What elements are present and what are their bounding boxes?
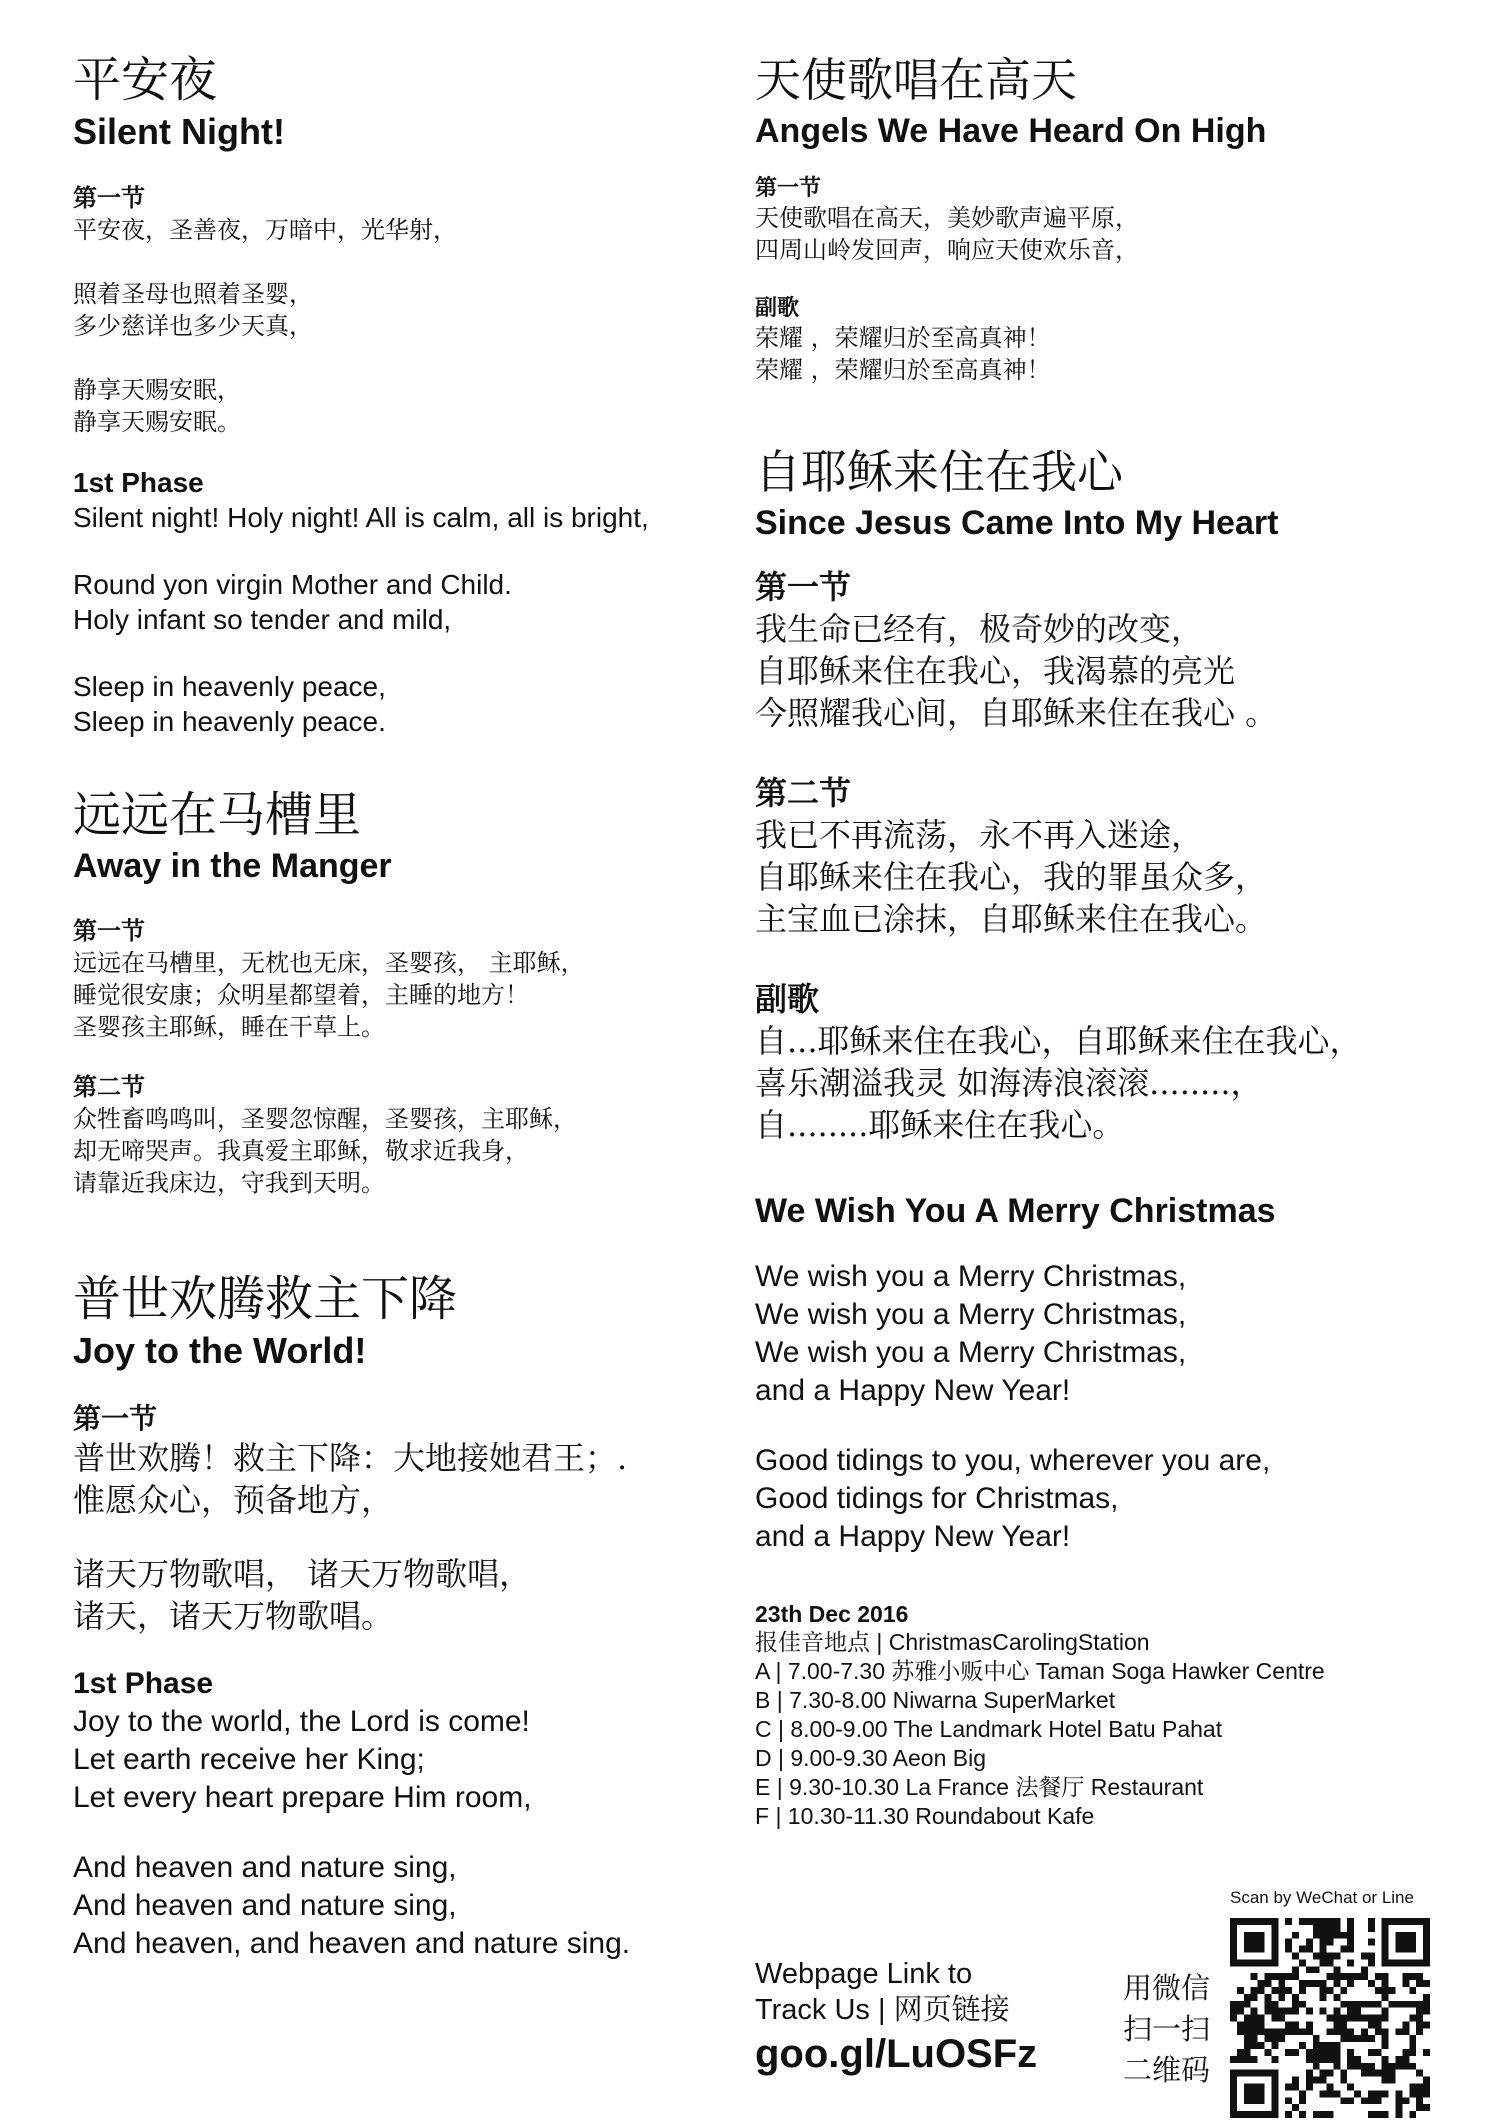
text-line: 睡觉很安康；众明星都望着，主睡的地方！: [73, 981, 529, 1009]
lyric-stanza: [755, 1442, 1475, 1556]
song-since-jesus-came: [755, 442, 1475, 1146]
song-title-en: Joy to the World!: [73, 1330, 367, 1371]
event-date: 23th Dec 2016: [755, 1601, 909, 1627]
text-line: 四周山岭发回声，响应天使欢乐音，: [755, 236, 1139, 264]
text-line: B | 7.30-8.00 Niwarna SuperMarket: [755, 1687, 1116, 1713]
scan-instruction-cn: [1123, 1968, 1210, 2091]
webpage-link-label: [755, 1956, 1010, 2028]
lyric-stanza: [73, 567, 733, 637]
text-line: We wish you a Merry Christmas,: [755, 1298, 1187, 1331]
text-line: 惟愿众心，预备地方，: [73, 1481, 394, 1519]
text-line: Let earth receive her King;: [73, 1743, 425, 1776]
text-line: 静享天赐安眠。: [73, 408, 241, 436]
text-line: 自耶稣来住在我心，我渴慕的亮光: [755, 652, 1236, 690]
text-line: 自耶稣来住在我心，我的罪虽众多，: [755, 858, 1268, 896]
lyric-stanza: [73, 500, 733, 535]
webpage-link-line: Webpage Link to: [755, 1958, 973, 1990]
verse-label: 第一节: [73, 1402, 158, 1435]
chorus-label: 副歌: [755, 980, 820, 1018]
text-line: 二维码: [1123, 2053, 1211, 2087]
text-line: Joy to the world, the Lord is come!: [73, 1705, 530, 1738]
song-title-zh: 普世欢腾救主下降: [73, 1271, 458, 1327]
text-line: We wish you a Merry Christmas,: [755, 1260, 1187, 1293]
text-line: We wish you a Merry Christmas,: [755, 1336, 1187, 1369]
text-line: 静享天赐安眠，: [73, 376, 241, 404]
text-line: And heaven and nature sing,: [73, 1889, 457, 1922]
text-line: F | 10.30-11.30 Roundabout Kafe: [755, 1803, 1095, 1829]
lyric-stanza: [755, 202, 1475, 266]
text-line: E | 9.30-10.30 La France 法餐厅 Restaurant: [755, 1774, 1204, 1800]
lyric-stanza: [755, 1258, 1475, 1410]
lyric-stanza: [73, 1437, 733, 1521]
text-line: 喜乐潮溢我灵 如海涛浪滚滚........，: [755, 1064, 1263, 1102]
text-line: 照着圣母也照着圣婴，: [73, 280, 313, 308]
text-line: Good tidings for Christmas,: [755, 1482, 1119, 1515]
text-line: D | 9.00-9.30 Aeon Big: [755, 1745, 987, 1771]
song-title-en: Away in the Manger: [73, 847, 392, 885]
lyric-stanza: [73, 374, 733, 438]
text-line: 众牲畜鸣鸣叫，圣婴忽惊醒，圣婴孩，主耶稣，: [73, 1105, 577, 1133]
lyric-stanza: [73, 1703, 733, 1817]
text-line: 我生命已经有，极奇妙的改变，: [755, 610, 1204, 648]
left-column: [73, 50, 733, 1963]
text-line: 诸天万物歌唱， 诸天万物歌唱，: [73, 1555, 532, 1593]
text-line: 却无啼哭声。我真爱主耶稣，敬求近我身，: [73, 1137, 529, 1165]
song-title-zh: 远远在马槽里: [73, 787, 362, 843]
song-title-zh: 天使歌唱在高天: [755, 53, 1077, 107]
event-schedule: [755, 1600, 1475, 1831]
text-line: 扫一扫: [1123, 2012, 1211, 2046]
song-joy-to-the-world: [73, 1269, 733, 1963]
text-line: Sleep in heavenly peace.: [73, 706, 386, 737]
text-line: 多少慈详也多少天真，: [73, 312, 313, 340]
text-line: C | 8.00-9.00 The Landmark Hotel Batu Pahat: [755, 1716, 1223, 1742]
verse-label: 第一节: [755, 175, 822, 201]
text-line: and a Happy New Year!: [755, 1520, 1071, 1553]
text-line: Good tidings to you, wherever you are,: [755, 1444, 1271, 1477]
webpage-url-link[interactable]: goo.gl/LuOSFz: [755, 2032, 1038, 2076]
lyric-stanza: [73, 1849, 733, 1963]
lyric-stanza: [73, 947, 733, 1043]
text-line: A | 7.00-7.30 苏雅小贩中心 Taman Soga Hawker Centre: [755, 1658, 1325, 1684]
footer: [755, 1888, 1475, 2118]
text-line: 平安夜，圣善夜，万暗中，光华射，: [73, 216, 457, 244]
verse-label: 1st Phase: [73, 467, 204, 498]
text-line: 主宝血已涂抹，自耶稣来住在我心。: [755, 900, 1268, 938]
song-silent-night: [73, 50, 733, 739]
text-line: 诸天，诸天万物歌唱。: [73, 1597, 394, 1635]
verse-label: 第二节: [755, 774, 852, 812]
chorus-label: 副歌: [755, 295, 800, 321]
text-line: 荣耀 ，荣耀归於至高真神！: [755, 356, 1051, 384]
lyric-stanza: [73, 1103, 733, 1199]
text-line: and a Happy New Year!: [755, 1374, 1071, 1407]
scan-label: Scan by WeChat or Line: [1230, 1888, 1414, 1907]
song-title-en: Angels We Have Heard On High: [755, 112, 1267, 150]
song-title-en: Silent Night!: [73, 111, 285, 152]
lyric-stanza: [73, 214, 733, 246]
song-title-zh: 自耶稣来住在我心: [755, 445, 1123, 499]
verse-label: 第一节: [755, 568, 852, 606]
text-line: 普世欢腾！救主下降：大地接她君王；.: [73, 1439, 628, 1477]
text-line: 自........耶稣来住在我心。: [755, 1106, 1125, 1144]
text-line: Let every heart prepare Him room,: [73, 1781, 532, 1814]
song-title-en: We Wish You A Merry Christmas: [755, 1192, 1276, 1230]
text-line: 远远在马槽里，无枕也无床，圣婴孩， 主耶稣，: [73, 949, 585, 977]
text-line: 圣婴孩主耶稣，睡在干草上。: [73, 1013, 385, 1041]
right-column: [755, 50, 1475, 1831]
text-line: And heaven and nature sing,: [73, 1851, 457, 1884]
text-line: Holy infant so tender and mild,: [73, 604, 452, 635]
text-line: 用微信: [1123, 1971, 1211, 2005]
verse-label: 第一节: [73, 916, 145, 945]
text-line: 荣耀 ，荣耀归於至高真神！: [755, 324, 1051, 352]
song-title-en: Since Jesus Came Into My Heart: [755, 504, 1279, 542]
text-line: 我已不再流荡，永不再入迷途，: [755, 816, 1204, 854]
song-angels-we-have-heard: [755, 50, 1475, 386]
text-line: Round yon virgin Mother and Child.: [73, 569, 512, 600]
song-merry-christmas: [755, 1190, 1475, 1556]
text-line: 报佳音地点 | ChristmasCarolingStation: [755, 1629, 1150, 1655]
text-line: 请靠近我床边，守我到天明。: [73, 1169, 385, 1197]
verse-label: 第一节: [73, 183, 145, 212]
lyric-stanza: [755, 608, 1475, 734]
song-away-in-the-manger: [73, 785, 733, 1199]
qr-code-icon[interactable]: [1230, 1918, 1430, 2118]
lyric-stanza: [73, 669, 733, 739]
text-line: Silent night! Holy night! All is calm, all is bright,: [73, 502, 649, 533]
lyric-stanza: [755, 814, 1475, 940]
text-line: Sleep in heavenly peace,: [73, 671, 386, 702]
webpage-link-line: Track Us | 网页链接: [755, 1994, 1010, 2026]
lyric-stanza: [755, 1020, 1475, 1146]
verse-label: 第二节: [73, 1072, 145, 1101]
text-line: 今照耀我心间，自耶稣来住在我心 。: [755, 694, 1278, 732]
lyric-stanza: [73, 1553, 733, 1637]
verse-label: 1st Phase: [73, 1667, 214, 1700]
text-line: 天使歌唱在高天，美妙歌声遍平原，: [755, 204, 1139, 232]
text-line: And heaven, and heaven and nature sing.: [73, 1927, 631, 1960]
text-line: 自...耶稣来住在我心，自耶稣来住在我心，: [755, 1022, 1362, 1060]
lyric-stanza: [73, 278, 733, 342]
station-list: [755, 1628, 1475, 1831]
lyric-stanza: [755, 322, 1475, 386]
song-title-zh: 平安夜: [73, 52, 218, 108]
